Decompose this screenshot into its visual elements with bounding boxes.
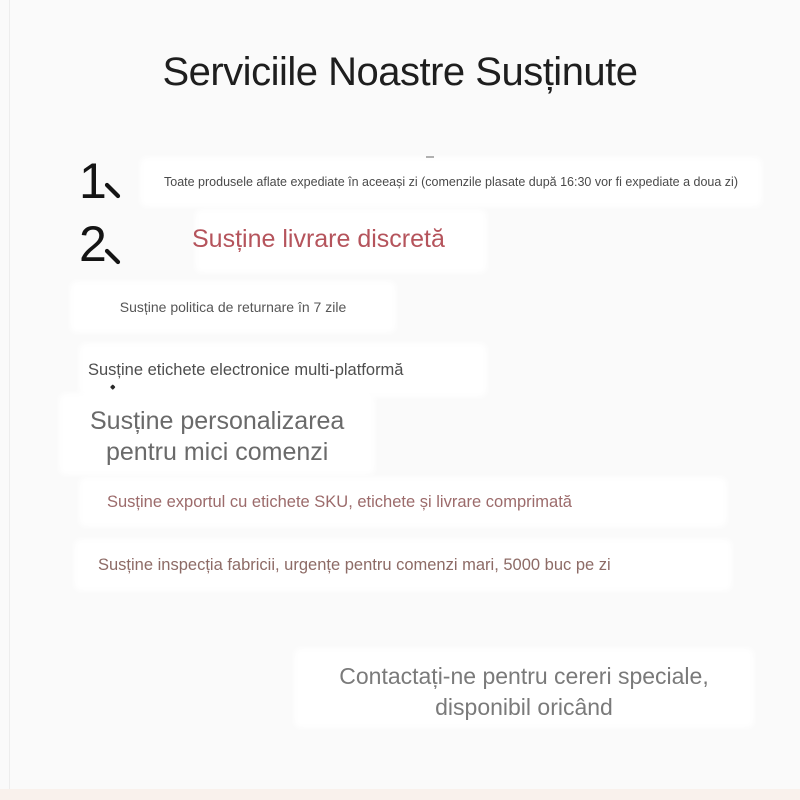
contact-note-line1: Contactați-ne pentru cereri speciale, <box>339 663 709 689</box>
list-number-2: 2 <box>79 216 107 272</box>
discreet-delivery-text: Susține livrare discretă <box>192 225 445 253</box>
ideographic-comma-icon <box>103 181 123 201</box>
customization-text-line1: Susține personalizarea <box>90 407 345 435</box>
stray-dash-artifact <box>426 156 434 158</box>
bottom-strip <box>0 789 800 800</box>
sku-export-text: Susține exportul cu etichete SKU, etichete și livrare comprimată <box>107 493 572 511</box>
left-edge-divider <box>9 0 10 800</box>
ideographic-comma-icon <box>103 247 123 267</box>
list-number-1: 1 <box>79 153 107 209</box>
factory-inspection-text: Susține inspecția fabricii, urgențe pentru comenzi mari, 5000 buc pe zi <box>98 556 611 574</box>
contact-note-line2: disponibil oricând <box>435 694 613 720</box>
page-title: Serviciile Noastre Susținute <box>162 50 638 94</box>
electronic-labels-text: Susține etichete electronice multi-platformă <box>88 361 404 379</box>
customization-text-line2: pentru mici comenzi <box>106 438 329 466</box>
return-policy-text: Susține politica de returnare în 7 zile <box>119 299 347 315</box>
contact-note <box>299 661 749 723</box>
same-day-shipping-text: Toate produsele aflate expediate în aceeași zi (comenzile plasate după 16:30 vor fi expediate a doua zi) <box>164 175 738 189</box>
